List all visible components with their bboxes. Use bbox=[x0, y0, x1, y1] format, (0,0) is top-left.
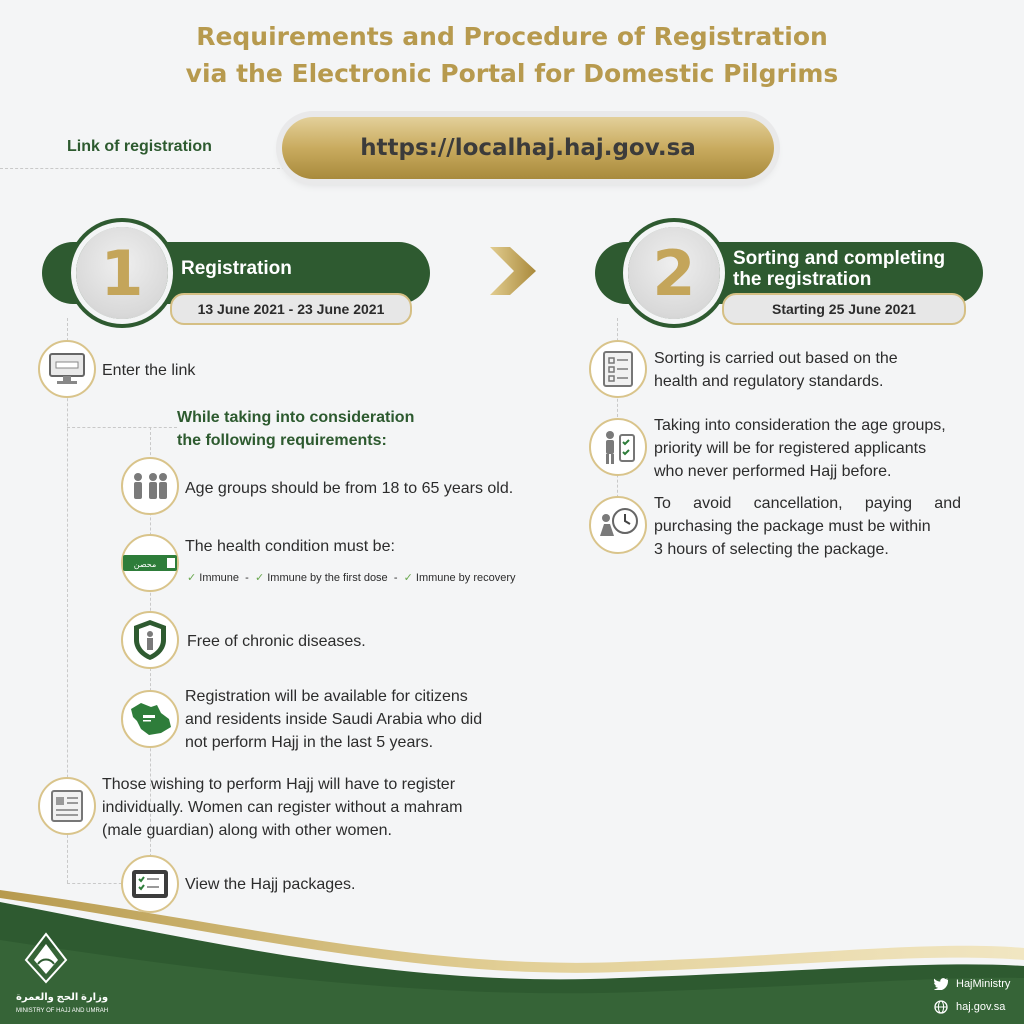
step2-item2-line1: Taking into consideration the age groups, bbox=[654, 417, 946, 434]
step1-number: 1 bbox=[76, 227, 168, 319]
immune-status-icon bbox=[123, 553, 177, 573]
requirements-heading-line1: While taking into consideration bbox=[177, 409, 415, 426]
saudi-map-icon bbox=[127, 699, 173, 739]
step2-number: 2 bbox=[628, 227, 720, 319]
individual-line-2: individually. Women can register without a mahram bbox=[102, 799, 463, 816]
enter-link-text: Enter the link bbox=[102, 362, 196, 379]
immune-app-badge-text: محصن bbox=[133, 560, 157, 569]
checklist-icon-circle bbox=[589, 340, 647, 398]
globe-icon bbox=[934, 1000, 948, 1014]
individual-line-3: (male guardian) along with other women. bbox=[102, 822, 392, 839]
check-icon: ✓ bbox=[403, 572, 413, 584]
computer-icon bbox=[47, 351, 87, 387]
step2-title bbox=[733, 248, 945, 290]
step1-date: 13 June 2021 - 23 June 2021 bbox=[170, 293, 412, 325]
health-option-3: Immune by recovery bbox=[415, 572, 516, 584]
saudi-map-icon-circle bbox=[121, 690, 179, 748]
person-checklist-icon bbox=[598, 427, 638, 467]
step1-branch-line bbox=[67, 427, 177, 428]
twitter-handle: HajMinistry bbox=[956, 978, 1011, 990]
step2-item3-line3: 3 hours of selecting the package. bbox=[654, 541, 889, 558]
health-option-2: Immune by the first dose bbox=[267, 572, 388, 584]
clock-person-icon bbox=[596, 506, 640, 544]
footer-waves bbox=[0, 880, 1024, 1024]
health-separator-2: - bbox=[393, 572, 398, 584]
ministry-name-ar: وزارة الحج والعمرة bbox=[16, 992, 109, 1003]
step2-item3-line1: To avoid cancellation, paying and bbox=[654, 495, 961, 512]
residency-requirement bbox=[185, 685, 482, 754]
shield-icon-circle bbox=[121, 611, 179, 669]
residency-line-2: and residents inside Saudi Arabia who did bbox=[185, 711, 483, 728]
requirements-heading-line2: the following requirements: bbox=[177, 432, 387, 449]
chronic-requirement: Free of chronic diseases. bbox=[187, 633, 366, 650]
website-link[interactable] bbox=[934, 1000, 1005, 1014]
computer-icon-circle bbox=[38, 340, 96, 398]
link-label: Link of registration bbox=[67, 138, 212, 155]
residency-line-3: not perform Hajj in the last 5 years. bbox=[185, 734, 434, 751]
step2-item2-line3: who never performed Hajj before. bbox=[654, 463, 892, 480]
age-requirement: Age groups should be from 18 to 65 years old. bbox=[185, 480, 514, 497]
chevron-right-icon bbox=[488, 245, 538, 297]
step2-item1 bbox=[654, 347, 898, 393]
twitter-icon bbox=[934, 978, 948, 990]
step2-item2 bbox=[654, 414, 946, 483]
people-icon bbox=[130, 471, 170, 501]
form-icon bbox=[49, 788, 85, 824]
step2-title-line1: Sorting and completing bbox=[733, 248, 946, 269]
step2-item1-line1: Sorting is carried out based on the bbox=[654, 350, 898, 367]
check-icon: ✓ bbox=[187, 572, 197, 584]
registration-url-link[interactable]: https://localhaj.haj.gov.sa bbox=[282, 117, 774, 179]
step2-item1-line2: health and regulatory standards. bbox=[654, 373, 884, 390]
health-option-1: Immune bbox=[199, 572, 240, 584]
checklist-icon bbox=[601, 349, 635, 389]
people-icon-circle bbox=[121, 457, 179, 515]
requirements-heading bbox=[177, 406, 414, 452]
title-line-1: Requirements and Procedure of Registration bbox=[196, 22, 828, 51]
website-url: haj.gov.sa bbox=[956, 1001, 1006, 1013]
health-separator-1: - bbox=[245, 572, 249, 584]
link-divider bbox=[0, 168, 290, 169]
health-app-icon-circle bbox=[121, 534, 179, 592]
health-title: The health condition must be: bbox=[185, 538, 395, 555]
page-title bbox=[0, 18, 1024, 92]
step2-item3-line2: purchasing the package must be within bbox=[654, 518, 931, 535]
clock-icon-circle bbox=[589, 496, 647, 554]
check-icon: ✓ bbox=[254, 572, 265, 584]
individual-registration-text bbox=[102, 773, 462, 842]
residency-line-1: Registration will be available for citizens bbox=[185, 688, 468, 705]
health-options bbox=[187, 571, 516, 584]
view-packages-text: View the Hajj packages. bbox=[185, 876, 356, 893]
twitter-link[interactable] bbox=[934, 978, 1010, 990]
step2-date: Starting 25 June 2021 bbox=[722, 293, 966, 325]
priority-person-icon-circle bbox=[589, 418, 647, 476]
step2-item2-line2: priority will be for registered applicants bbox=[654, 440, 927, 457]
step2-item3 bbox=[654, 492, 961, 561]
shield-icon bbox=[130, 618, 170, 662]
ministry-name-en: MINISTRY OF HAJJ AND UMRAH bbox=[16, 1008, 109, 1014]
step1-title: Registration bbox=[181, 258, 292, 279]
ministry-logo-icon bbox=[20, 930, 72, 986]
form-icon-circle bbox=[38, 777, 96, 835]
individual-line-1: Those wishing to perform Hajj will have to register bbox=[102, 776, 456, 793]
step2-title-line2: the registration bbox=[733, 269, 872, 290]
title-line-2: via the Electronic Portal for Domestic Pilgrims bbox=[185, 59, 839, 88]
